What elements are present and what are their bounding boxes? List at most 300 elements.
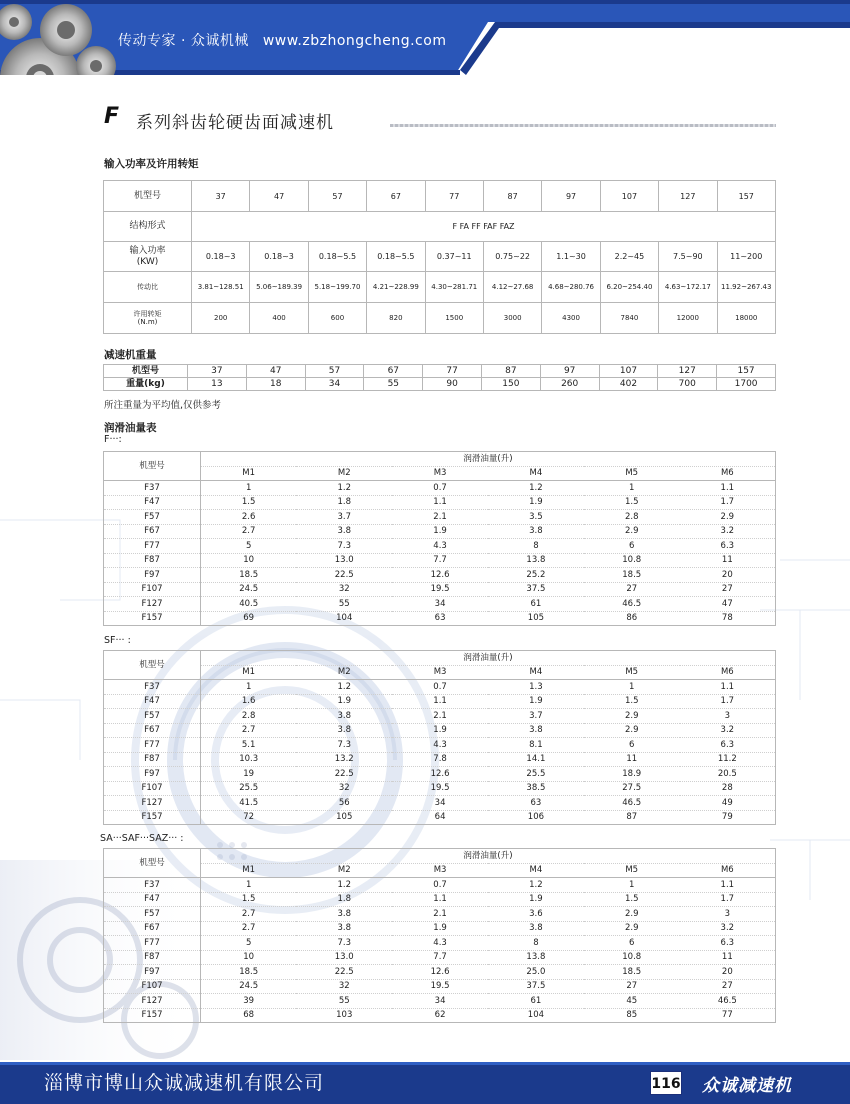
oil-value-cell: 18.5	[201, 965, 297, 980]
oil-value-cell: 6.3	[680, 936, 776, 951]
oil-value-cell: 6.3	[680, 738, 776, 753]
oil-value-cell: 2.9	[680, 510, 776, 525]
gear-icon	[40, 4, 92, 56]
oil-value-cell: 1.1	[392, 694, 488, 709]
oil-value-cell: 19.5	[392, 582, 488, 597]
weight-cell: 700	[658, 378, 717, 391]
oil-value-cell: 34	[392, 597, 488, 612]
oil-value-cell: 46.5	[584, 597, 680, 612]
oil-value-cell: 22.5	[296, 965, 392, 980]
table-row	[104, 921, 776, 936]
oil-position-header: M3	[392, 466, 488, 481]
oil-value-cell: 63	[488, 796, 584, 811]
oil-value-cell: 6.3	[680, 539, 776, 554]
spec-cell: 57	[308, 181, 366, 212]
spec-cell: 0.75~22	[483, 242, 541, 272]
oil-value-cell: 49	[680, 796, 776, 811]
oil-value-cell: 22.5	[296, 767, 392, 782]
oil-position-header: M4	[488, 863, 584, 878]
oil-value-cell: 20.5	[680, 767, 776, 782]
oil-position-header: M2	[296, 863, 392, 878]
oil-model-header: 机型号	[104, 452, 201, 481]
table-row	[104, 510, 776, 525]
page-number: 116	[650, 1071, 682, 1095]
oil-value-cell: 2.9	[584, 921, 680, 936]
oil-model-cell: F67	[104, 723, 201, 738]
spec-cell: 4.63~172.17	[659, 272, 717, 303]
spec-cell: 400	[250, 303, 308, 334]
oil-value-cell: 1.1	[392, 495, 488, 510]
oil-value-cell: 18.9	[584, 767, 680, 782]
oil-value-cell: 8	[488, 936, 584, 951]
oil-value-cell: 4.3	[392, 738, 488, 753]
oil-value-cell: 1.6	[201, 694, 297, 709]
spec-cell: 2.2~45	[600, 242, 658, 272]
oil-value-cell: 87	[584, 810, 680, 825]
spec-cell: 127	[659, 181, 717, 212]
spec-cell: 6.20~254.40	[600, 272, 658, 303]
oil-table-f	[103, 451, 776, 626]
spec-row	[104, 242, 776, 272]
oil-value-cell: 55	[296, 597, 392, 612]
oil-value-cell: 46.5	[680, 994, 776, 1009]
oil-value-cell: 41.5	[201, 796, 297, 811]
table-row	[104, 723, 776, 738]
oil-value-cell: 1.9	[488, 892, 584, 907]
spec-cell: 107	[600, 181, 658, 212]
spec-cell: 4300	[542, 303, 600, 334]
oil-value-cell: 8.1	[488, 738, 584, 753]
table-row	[104, 936, 776, 951]
oil-value-cell: 1.1	[392, 892, 488, 907]
oil-value-cell: 1.1	[680, 878, 776, 893]
oil-value-cell: 6	[584, 936, 680, 951]
spec-row	[104, 212, 776, 242]
oil-value-cell: 12.6	[392, 767, 488, 782]
oil-value-cell: 18.5	[201, 568, 297, 583]
weight-cell: 157	[717, 365, 776, 378]
oil-value-cell: 46.5	[584, 796, 680, 811]
oil-value-cell: 40.5	[201, 597, 297, 612]
table-row	[104, 709, 776, 724]
oil-value-cell: 1.8	[296, 495, 392, 510]
oil-value-cell: 39	[201, 994, 297, 1009]
oil-value-cell: 3.8	[488, 921, 584, 936]
oil-value-cell: 11	[680, 950, 776, 965]
oil-value-cell: 1	[584, 878, 680, 893]
oil-value-cell: 1.1	[680, 481, 776, 496]
oil-model-cell: F127	[104, 597, 201, 612]
oil-value-cell: 27	[584, 582, 680, 597]
spec-cell: 0.18~5.5	[367, 242, 425, 272]
oil-value-cell: 2.7	[201, 921, 297, 936]
oil-model-cell: F67	[104, 524, 201, 539]
oil-value-cell: 68	[201, 1008, 297, 1023]
oil-value-cell: 10	[201, 553, 297, 568]
oil-model-cell: F157	[104, 810, 201, 825]
weight-cell: 402	[599, 378, 658, 391]
oil-value-cell: 3.8	[296, 907, 392, 922]
spec-merged-cell: F FA FF FAF FAZ	[192, 212, 776, 242]
oil-value-cell: 18.5	[584, 568, 680, 583]
oil-value-cell: 1.5	[201, 495, 297, 510]
table-row	[104, 597, 776, 612]
oil-value-cell: 3.8	[296, 709, 392, 724]
oil-value-cell: 2.9	[584, 907, 680, 922]
weight-cell: 67	[364, 365, 423, 378]
oil-value-cell: 3.2	[680, 723, 776, 738]
oil-value-cell: 2.8	[201, 709, 297, 724]
oil-model-cell: F47	[104, 694, 201, 709]
oil-value-cell: 1.7	[680, 694, 776, 709]
oil-value-cell: 8	[488, 539, 584, 554]
oil-value-cell: 32	[296, 979, 392, 994]
spec-cell: 11.92~267.43	[717, 272, 775, 303]
oil-value-cell: 3.8	[488, 524, 584, 539]
header-slogan	[118, 30, 446, 50]
table-row	[104, 738, 776, 753]
oil-value-cell: 0.7	[392, 680, 488, 695]
spec-cell: 4.12~27.68	[483, 272, 541, 303]
table-row	[104, 680, 776, 695]
weight-note: 所注重量为平均值,仅供参考	[104, 400, 222, 411]
oil-value-cell: 1.5	[584, 495, 680, 510]
oil-value-cell: 0.7	[392, 481, 488, 496]
oil-model-header: 机型号	[104, 651, 201, 680]
table-row	[104, 796, 776, 811]
weight-row-header: 重量(kg)	[104, 378, 188, 391]
weight-row	[104, 365, 776, 378]
table-row	[104, 568, 776, 583]
oil-position-header: M2	[296, 466, 392, 481]
weight-section-label: 减速机重量	[104, 349, 157, 361]
table-row	[104, 810, 776, 825]
oil-table-caption: SA···SAF···SAZ··· :	[100, 833, 184, 844]
oil-value-cell: 10.8	[584, 553, 680, 568]
table-row	[104, 767, 776, 782]
oil-value-cell: 5	[201, 936, 297, 951]
table-row	[104, 524, 776, 539]
oil-model-cell: F47	[104, 495, 201, 510]
website-url: www.zbzhongcheng.com	[262, 33, 447, 49]
spec-cell: 37	[192, 181, 250, 212]
oil-value-cell: 55	[296, 994, 392, 1009]
oil-position-header: M1	[201, 665, 297, 680]
weight-cell: 97	[540, 365, 599, 378]
oil-position-header: M2	[296, 665, 392, 680]
oil-model-cell: F37	[104, 481, 201, 496]
oil-model-cell: F47	[104, 892, 201, 907]
oil-model-cell: F57	[104, 510, 201, 525]
oil-value-cell: 34	[392, 796, 488, 811]
spec-cell: 0.18~5.5	[308, 242, 366, 272]
spec-cell: 3.81~128.51	[192, 272, 250, 303]
weight-cell: 37	[188, 365, 247, 378]
spec-cell: 200	[192, 303, 250, 334]
spec-table	[103, 180, 776, 334]
table-row	[104, 611, 776, 626]
weight-cell: 260	[540, 378, 599, 391]
oil-value-cell: 1.3	[488, 680, 584, 695]
table-row	[104, 752, 776, 767]
oil-value-cell: 3.2	[680, 921, 776, 936]
oil-value-cell: 3.7	[296, 510, 392, 525]
oil-value-cell: 77	[680, 1008, 776, 1023]
oil-model-cell: F157	[104, 1008, 201, 1023]
spec-cell: 5.06~189.39	[250, 272, 308, 303]
oil-model-cell: F87	[104, 752, 201, 767]
oil-position-header: M1	[201, 863, 297, 878]
oil-value-cell: 7.3	[296, 936, 392, 951]
oil-value-cell: 13.0	[296, 950, 392, 965]
weight-cell: 13	[188, 378, 247, 391]
spec-row-header: 机型号	[104, 181, 192, 212]
spec-row	[104, 303, 776, 334]
oil-value-cell: 25.5	[201, 781, 297, 796]
oil-value-cell: 2.7	[201, 524, 297, 539]
spec-cell: 820	[367, 303, 425, 334]
oil-value-cell: 3.8	[296, 524, 392, 539]
oil-header-row	[104, 849, 776, 864]
oil-value-cell: 1.2	[296, 680, 392, 695]
oil-model-cell: F87	[104, 553, 201, 568]
spec-row-header: 输入功率 (KW)	[104, 242, 192, 272]
table-row	[104, 694, 776, 709]
table-row	[104, 892, 776, 907]
spec-cell: 4.21~228.99	[367, 272, 425, 303]
oil-value-cell: 3.5	[488, 510, 584, 525]
oil-value-cell: 78	[680, 611, 776, 626]
oil-model-cell: F77	[104, 539, 201, 554]
oil-value-cell: 61	[488, 994, 584, 1009]
spec-cell: 7.5~90	[659, 242, 717, 272]
oil-value-cell: 3.6	[488, 907, 584, 922]
oil-value-cell: 2.1	[392, 907, 488, 922]
weight-cell: 107	[599, 365, 658, 378]
oil-model-cell: F57	[104, 907, 201, 922]
oil-value-cell: 2.6	[201, 510, 297, 525]
weight-row-header: 机型号	[104, 365, 188, 378]
oil-value-cell: 2.8	[584, 510, 680, 525]
title-rule	[390, 124, 776, 127]
weight-cell: 34	[305, 378, 364, 391]
table-row	[104, 539, 776, 554]
oil-value-cell: 62	[392, 1008, 488, 1023]
oil-model-cell: F37	[104, 680, 201, 695]
oil-position-header: M4	[488, 665, 584, 680]
oil-value-cell: 1.9	[488, 694, 584, 709]
oil-value-cell: 1.2	[488, 878, 584, 893]
weight-cell: 77	[423, 365, 482, 378]
oil-value-cell: 7.3	[296, 539, 392, 554]
oil-value-cell: 13.8	[488, 553, 584, 568]
oil-table-sf	[103, 650, 776, 825]
oil-value-cell: 12.6	[392, 568, 488, 583]
weight-cell: 87	[481, 365, 540, 378]
oil-value-cell: 3.8	[296, 921, 392, 936]
oil-value-cell: 1.2	[296, 878, 392, 893]
spec-cell: 157	[717, 181, 775, 212]
oil-value-cell: 10.3	[201, 752, 297, 767]
slogan-text: 传动专家 · 众诚机械	[118, 33, 249, 49]
oil-value-cell: 64	[392, 810, 488, 825]
weight-cell: 1700	[717, 378, 776, 391]
footer-brand: 众诚减速机	[702, 1076, 792, 1096]
oil-position-header: M5	[584, 863, 680, 878]
oil-value-cell: 56	[296, 796, 392, 811]
oil-table-caption: F···:	[104, 434, 122, 445]
oil-model-cell: F67	[104, 921, 201, 936]
oil-position-header: M6	[680, 665, 776, 680]
oil-value-cell: 32	[296, 781, 392, 796]
oil-position-header: M1	[201, 466, 297, 481]
oil-model-cell: F37	[104, 878, 201, 893]
oil-position-header: M5	[584, 466, 680, 481]
oil-position-header: M6	[680, 466, 776, 481]
table-row	[104, 950, 776, 965]
oil-value-cell: 19.5	[392, 781, 488, 796]
oil-value-cell: 2.7	[201, 907, 297, 922]
oil-value-cell: 3.8	[296, 723, 392, 738]
oil-value-cell: 1.2	[488, 481, 584, 496]
oil-value-cell: 13.2	[296, 752, 392, 767]
oil-value-cell: 38.5	[488, 781, 584, 796]
oil-value-cell: 2.7	[201, 723, 297, 738]
oil-value-cell: 85	[584, 1008, 680, 1023]
oil-value-cell: 69	[201, 611, 297, 626]
oil-value-cell: 37.5	[488, 582, 584, 597]
oil-value-cell: 11.2	[680, 752, 776, 767]
spec-cell: 0.18~3	[192, 242, 250, 272]
oil-value-cell: 37.5	[488, 979, 584, 994]
oil-value-cell: 20	[680, 568, 776, 583]
oil-value-cell: 11	[584, 752, 680, 767]
oil-value-cell: 25.0	[488, 965, 584, 980]
oil-model-cell: F107	[104, 781, 201, 796]
oil-model-cell: F107	[104, 582, 201, 597]
oil-model-cell: F97	[104, 767, 201, 782]
oil-position-header: M5	[584, 665, 680, 680]
spec-cell: 7840	[600, 303, 658, 334]
oil-model-cell: F57	[104, 709, 201, 724]
table-row	[104, 878, 776, 893]
oil-value-cell: 1	[201, 878, 297, 893]
oil-value-cell: 1	[201, 481, 297, 496]
oil-header-row	[104, 452, 776, 467]
oil-value-cell: 1.9	[392, 723, 488, 738]
oil-value-cell: 1.5	[201, 892, 297, 907]
oil-header-row	[104, 651, 776, 666]
spec-cell: 3000	[483, 303, 541, 334]
oil-value-cell: 13.8	[488, 950, 584, 965]
weight-row	[104, 378, 776, 391]
oil-value-cell: 2.9	[584, 723, 680, 738]
spec-cell: 67	[367, 181, 425, 212]
oil-value-cell: 2.1	[392, 709, 488, 724]
oil-value-cell: 1.9	[392, 921, 488, 936]
spec-cell: 1500	[425, 303, 483, 334]
oil-value-cell: 19.5	[392, 979, 488, 994]
oil-value-cell: 10	[201, 950, 297, 965]
weight-cell: 90	[423, 378, 482, 391]
oil-position-row	[104, 665, 776, 680]
spec-cell: 47	[250, 181, 308, 212]
oil-value-cell: 61	[488, 597, 584, 612]
title-series-letter: F	[104, 104, 120, 129]
spec-cell: 0.37~11	[425, 242, 483, 272]
oil-value-cell: 32	[296, 582, 392, 597]
oil-model-cell: F77	[104, 936, 201, 951]
oil-value-cell: 4.3	[392, 936, 488, 951]
oil-group-header: 润滑油量(升)	[201, 651, 776, 666]
spec-cell: 97	[542, 181, 600, 212]
weight-cell: 127	[658, 365, 717, 378]
oil-value-cell: 3.2	[680, 524, 776, 539]
oil-value-cell: 4.3	[392, 539, 488, 554]
weight-cell: 150	[481, 378, 540, 391]
oil-value-cell: 3.8	[488, 723, 584, 738]
oil-value-cell: 1.7	[680, 892, 776, 907]
oil-value-cell: 1.9	[488, 495, 584, 510]
table-row	[104, 553, 776, 568]
table-row	[104, 907, 776, 922]
oil-value-cell: 27	[584, 979, 680, 994]
oil-position-row	[104, 863, 776, 878]
spec-cell: 11~200	[717, 242, 775, 272]
oil-value-cell: 1.5	[584, 892, 680, 907]
spec-cell: 600	[308, 303, 366, 334]
oil-value-cell: 28	[680, 781, 776, 796]
spec-cell: 77	[425, 181, 483, 212]
oil-value-cell: 27	[680, 582, 776, 597]
spec-cell: 18000	[717, 303, 775, 334]
oil-value-cell: 3	[680, 709, 776, 724]
spec-cell: 12000	[659, 303, 717, 334]
oil-value-cell: 5.1	[201, 738, 297, 753]
oil-value-cell: 7.8	[392, 752, 488, 767]
spec-section-label: 输入功率及许用转矩	[104, 158, 199, 170]
oil-value-cell: 1	[201, 680, 297, 695]
table-row	[104, 481, 776, 496]
oil-value-cell: 6	[584, 738, 680, 753]
footer-company-name: 淄博市博山众诚减速机有限公司	[44, 1072, 325, 1094]
spec-row	[104, 181, 776, 212]
oil-section-label: 润滑油量表	[104, 422, 157, 434]
oil-group-header: 润滑油量(升)	[201, 452, 776, 467]
oil-model-cell: F157	[104, 611, 201, 626]
oil-value-cell: 27	[680, 979, 776, 994]
oil-value-cell: 106	[488, 810, 584, 825]
oil-value-cell: 5	[201, 539, 297, 554]
oil-value-cell: 2.9	[584, 524, 680, 539]
oil-model-cell: F107	[104, 979, 201, 994]
oil-value-cell: 1.9	[392, 524, 488, 539]
oil-value-cell: 1	[584, 680, 680, 695]
oil-value-cell: 1.9	[296, 694, 392, 709]
oil-value-cell: 22.5	[296, 568, 392, 583]
oil-value-cell: 104	[488, 1008, 584, 1023]
weight-cell: 18	[246, 378, 305, 391]
oil-value-cell: 18.5	[584, 965, 680, 980]
oil-value-cell: 14.1	[488, 752, 584, 767]
oil-value-cell: 1.8	[296, 892, 392, 907]
oil-value-cell: 13.0	[296, 553, 392, 568]
oil-position-header: M6	[680, 863, 776, 878]
oil-value-cell: 3	[680, 907, 776, 922]
spec-row-header: 结构形式	[104, 212, 192, 242]
oil-table-caption: SF··· :	[104, 635, 131, 646]
spec-row-header: 传动比	[104, 272, 192, 303]
